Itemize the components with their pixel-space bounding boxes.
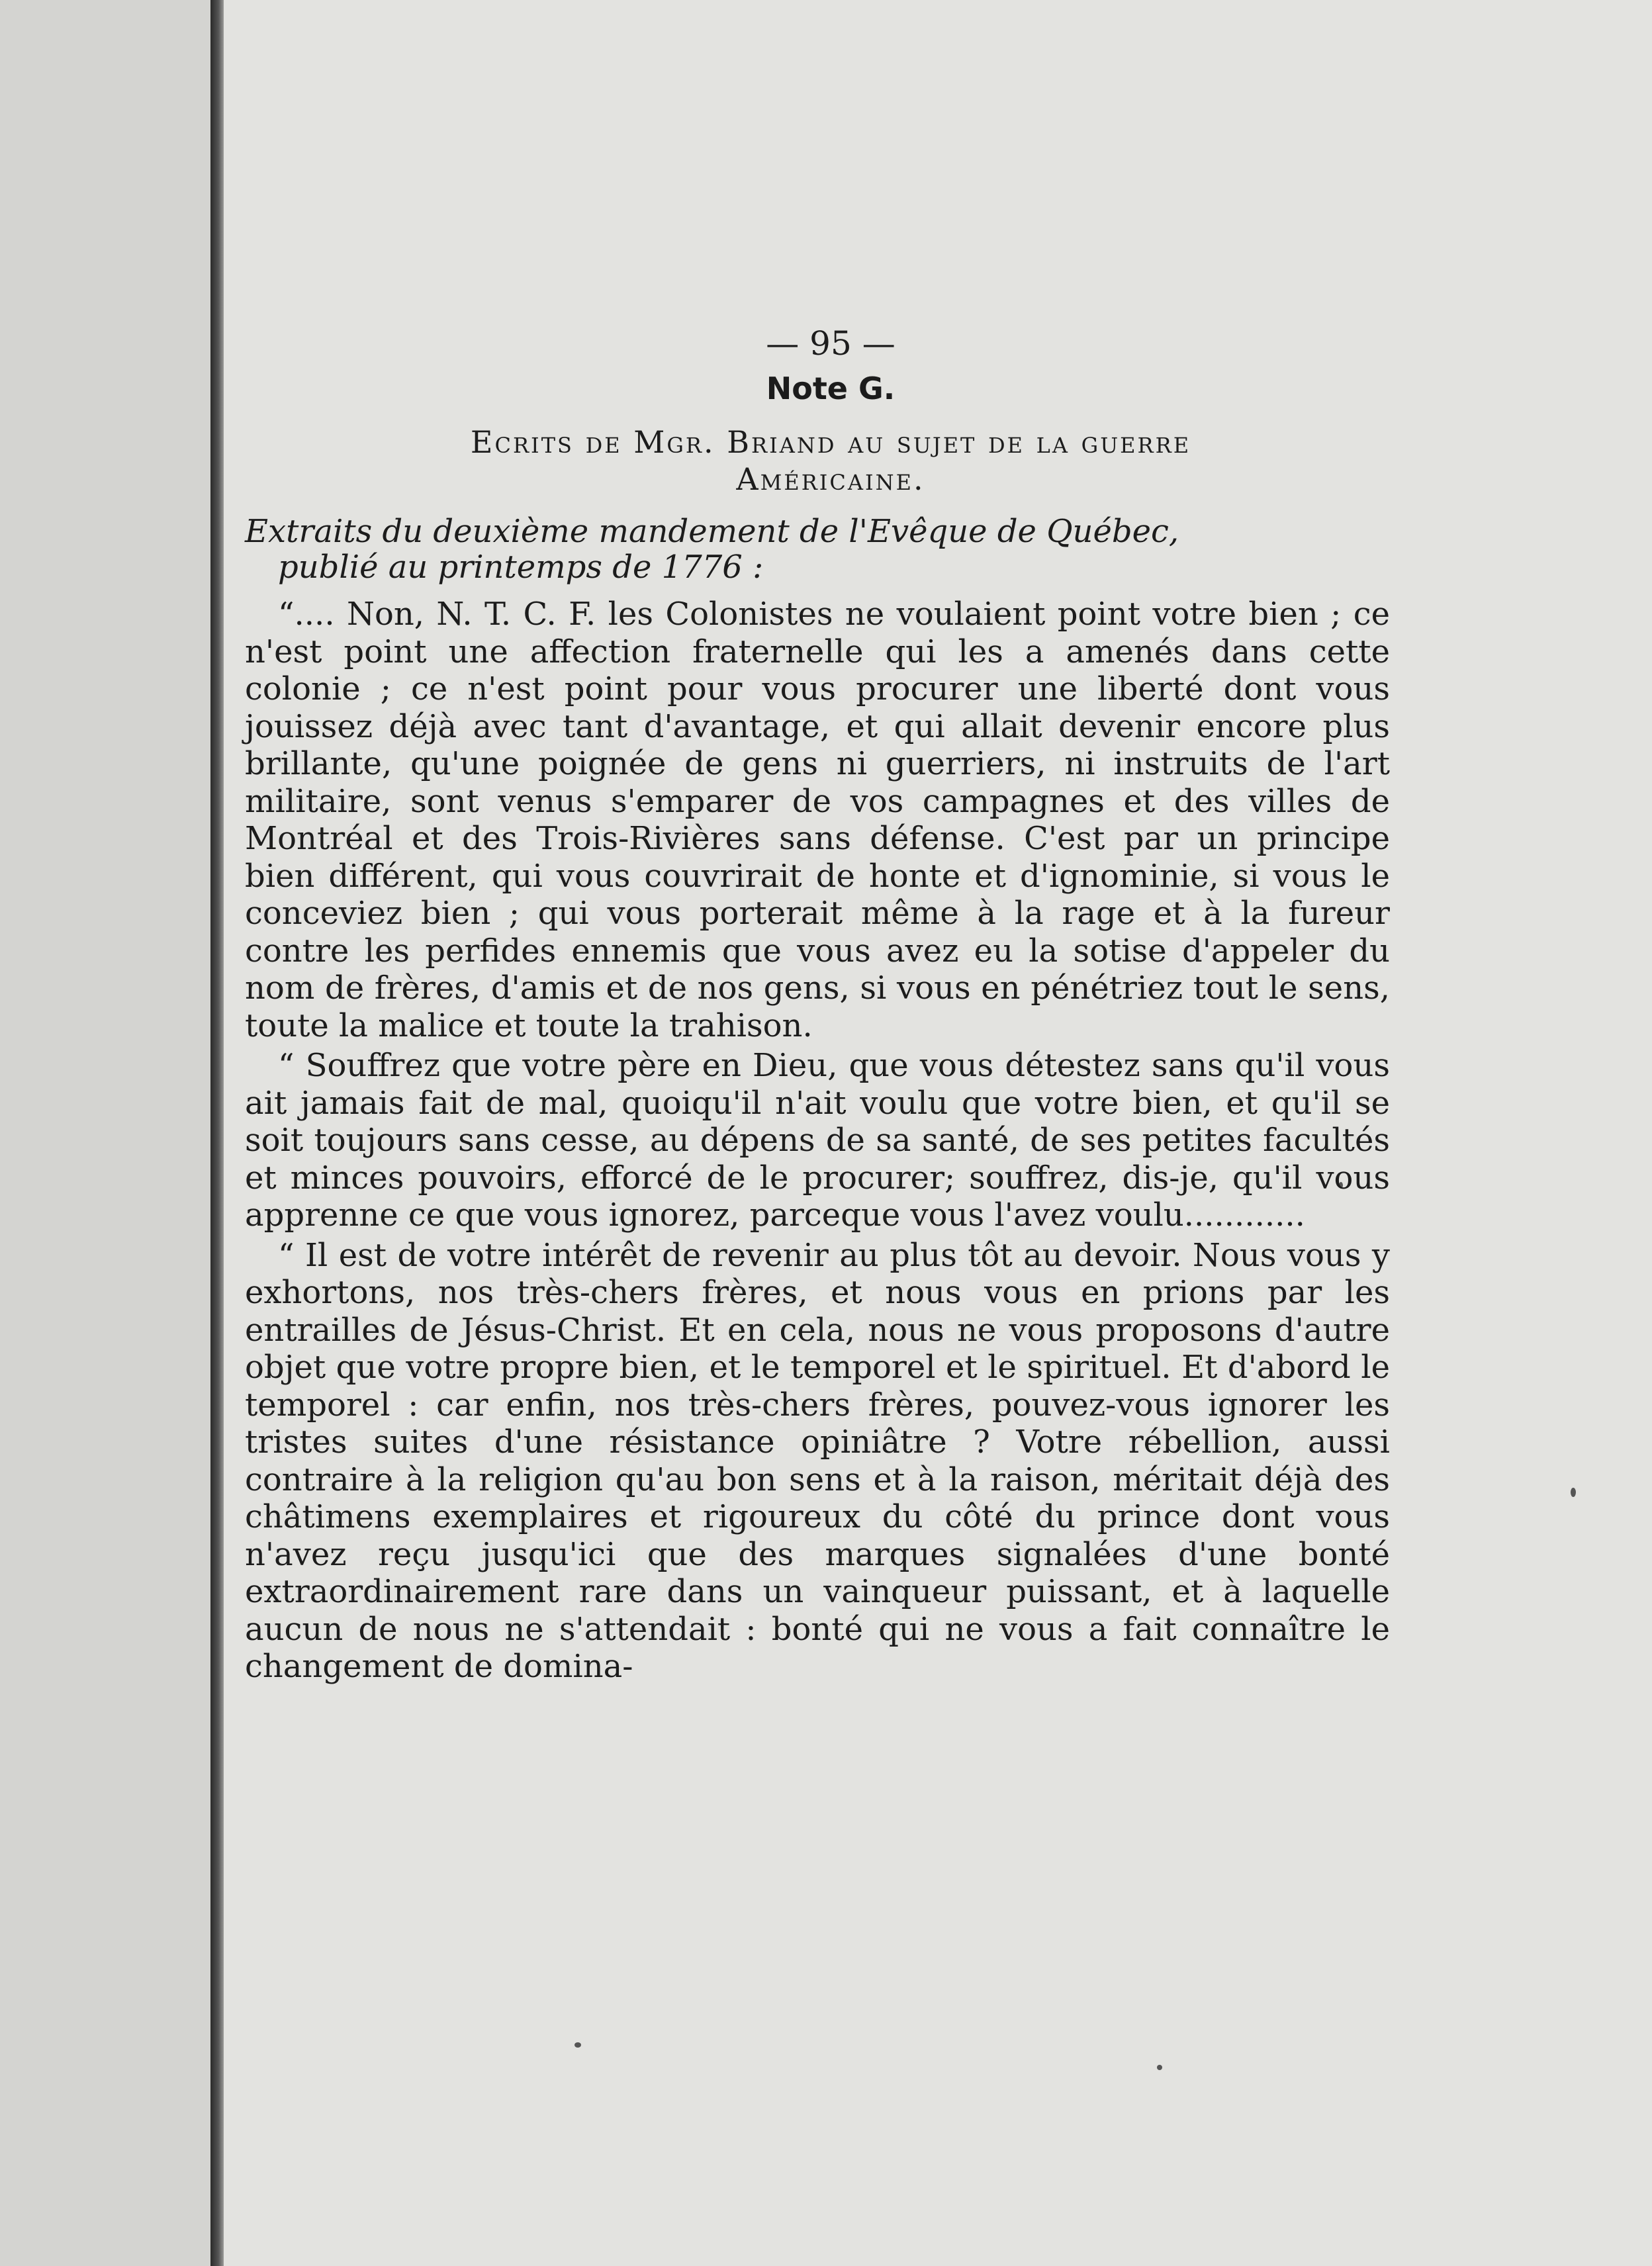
facing-page-edge [0, 0, 210, 2266]
page-content [245, 324, 1390, 1688]
body-text [245, 596, 1390, 1686]
paragraph: “ Souffrez que votre père en Dieu, que vous détestez sans qu'il vous ait jamais fait de mal, quoiqu'il n'ait voulu que votre bien, et qu'il se soit toujours sans cesse, au dépens de sa santé, de ses petites facultés et minces pouvoirs, efforcé de le procurer; souffrez, dis-je, qu'il vous apprenne ce que vous ignorez, parceque vous l'avez voulu............ [245, 1047, 1390, 1234]
intro-line1: Extraits du deuxième mandement de l'Evêque de Québec, [245, 513, 1179, 550]
ink-speck [574, 2042, 581, 2048]
binding-gutter [210, 0, 224, 2266]
intro-caption [245, 514, 1390, 585]
section-heading-line2: Américaine. [736, 461, 925, 497]
paragraph: “.... Non, N. T. C. F. les Colonistes ne voulaient point votre bien ; ce n'est point une affection fraternelle qui les a amenés dans cette colonie ; ce n'est point pour vous procurer une liberté dont vous jouissez déjà avec tant d'avantage, et qui allait devenir encore plus brillante, qu'une poignée de gens ni guerriers, ni instruits de l'art militaire, sont venus s'emparer de vos campagnes et des villes de Montréal et des Trois-Rivières sans défense. C'est par un principe bien différent, qui vous couvrirait de honte et d'ignominie, si vous le conceviez bien ; qui vous porterait même à la rage et à la fureur contre les perfides ennemis que vous avez eu la sotise d'appeler du nom de frères, d'amis et de nos gens, si vous en pénétriez tout le sens, toute la malice et toute la trahison. [245, 596, 1390, 1044]
page-number: — 95 — [766, 324, 895, 363]
section-heading [245, 424, 1390, 498]
section-heading-line1: Ecrits de Mgr. Briand au sujet de la guerre [470, 424, 1191, 460]
ink-speck [1571, 1488, 1576, 1497]
intro-line2: publié au printemps de 1776 : [278, 549, 764, 586]
paragraph: “ Il est de votre intérêt de revenir au plus tôt au devoir. Nous vous y exhortons, nos très-chers frères, et nous vous en prions par les entrailles de Jésus-Christ. Et en cela, nous ne vous proposons d'autre objet que votre propre bien, et le temporel et le spirituel. Et d'abord le temporel : car enfin, nos très-chers frères, pouvez-vous ignorer les tristes suites d'une résistance opiniâtre ? Votre rébellion, aussi contraire à la religion qu'au bon sens et à la raison, méritait déjà des châtimens exemplaires et rigoureux du côté du prince dont vous n'avez reçu jusqu'ici que des marques signalées d'une bonté extraordinairement rare dans un vainqueur puissant, et à laquelle aucun de nous ne s'attendait : bonté qui ne vous a fait connaître le changement de domina- [245, 1236, 1390, 1685]
ink-speck [1157, 2065, 1162, 2070]
note-title: Note G. [766, 371, 895, 406]
